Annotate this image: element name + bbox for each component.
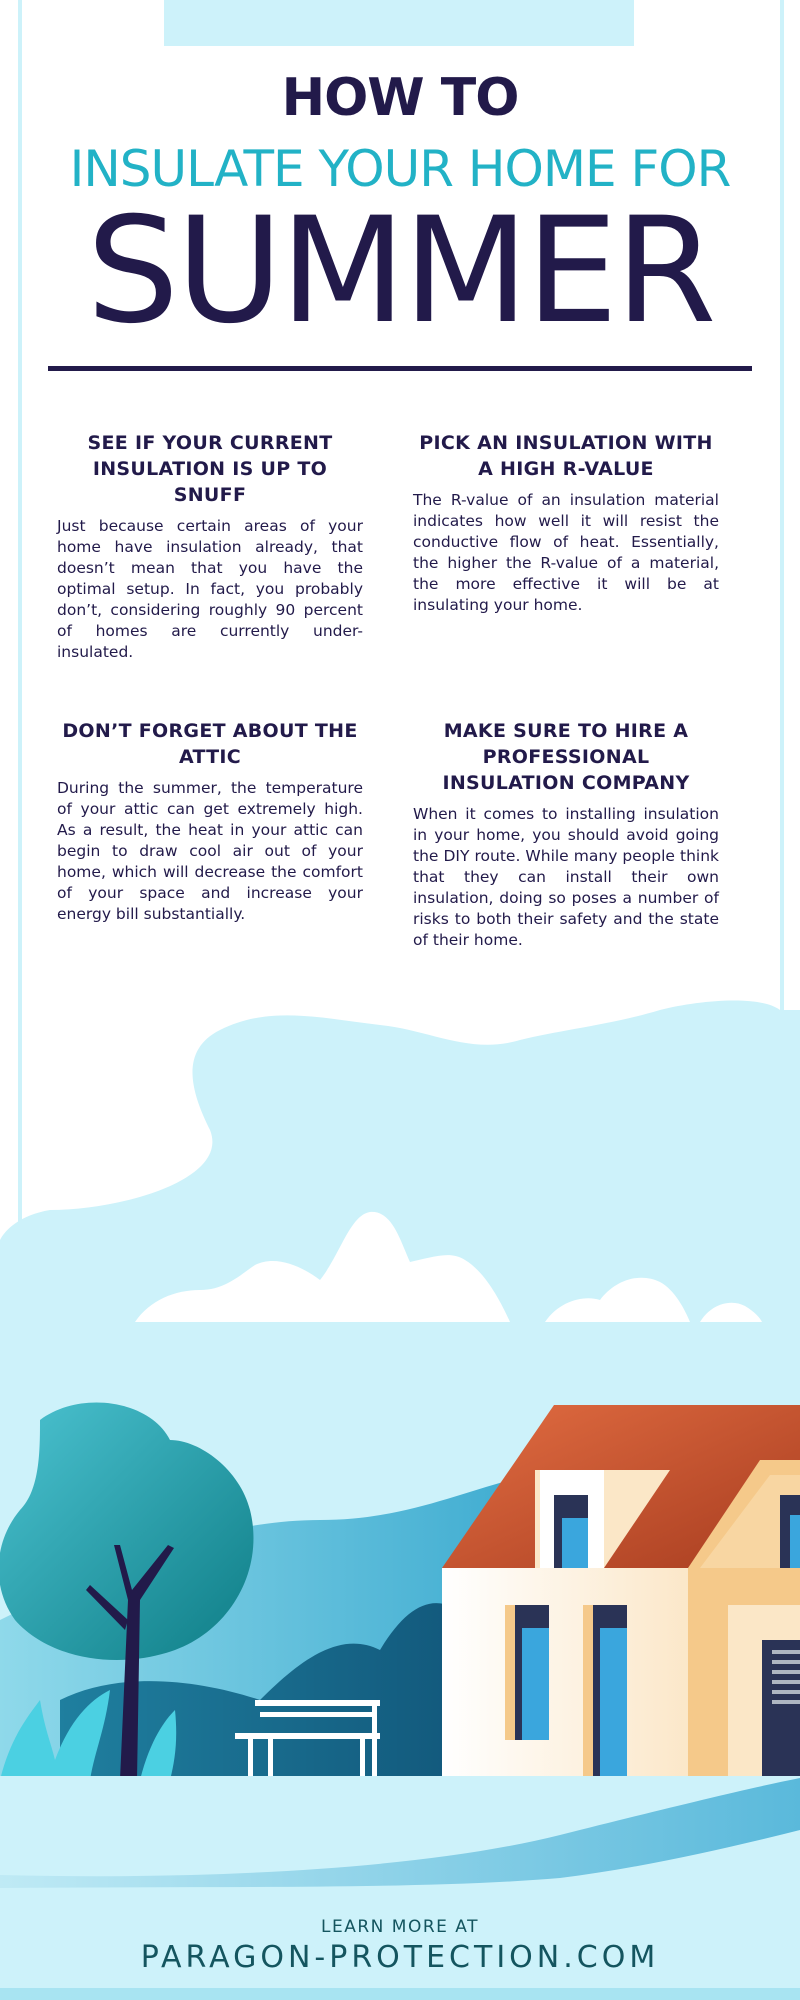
learn-more-label: LEARN MORE AT — [321, 1917, 479, 1937]
tip-body: During the summer, the temperature of your attic can get extremely high. As a result, the heat in your attic can begin to draw cool air out of your home, which will decrease the comfort of your space and increase your energy bill substantially. — [57, 779, 363, 923]
tip-heading: DON’T FORGET ABOUT THE ATTIC — [62, 720, 358, 768]
tip-heading: SEE IF YOUR CURRENT INSULATION IS UP TO SNUFF — [87, 432, 333, 506]
tip-card-3 — [57, 718, 363, 925]
page-title: SUMMER — [86, 186, 714, 356]
title-divider — [48, 366, 752, 371]
tip-body: When it comes to installing insulation in your home, you should avoid going the DIY route. While many people think that they can install their own insulation, doing so poses a number of risks to both their safety and the state of their home. — [413, 805, 719, 949]
top-tab-decoration — [164, 0, 634, 46]
tip-heading: PICK AN INSULATION WITH A HIGH R-VALUE — [419, 432, 713, 480]
pretitle: HOW TO — [281, 68, 519, 128]
tip-card-1 — [57, 430, 363, 663]
tip-card-4 — [413, 718, 719, 951]
tip-card-2 — [413, 430, 719, 616]
house-scene-illustration — [0, 990, 800, 2000]
bottom-band — [0, 1988, 800, 2000]
subtitle: INSULATE YOUR HOME FOR — [69, 140, 731, 198]
website-link[interactable]: PARAGON-PROTECTION.COM — [140, 1940, 660, 1975]
tip-body: The R-value of an insulation material indicates how well it will resist the conductive flow of heat. Essentially, the higher the R-value of a material, the more effective it will be at insulating your home. — [413, 491, 719, 614]
tip-body: Just because certain areas of your home have insulation already, that doesn’t mean that you have the optimal setup. In fact, you probably don’t, considering roughly 90 percent of homes are currently under-insulated. — [57, 517, 363, 661]
tip-heading: MAKE SURE TO HIRE A PROFESSIONAL INSULATION COMPANY — [442, 720, 690, 794]
